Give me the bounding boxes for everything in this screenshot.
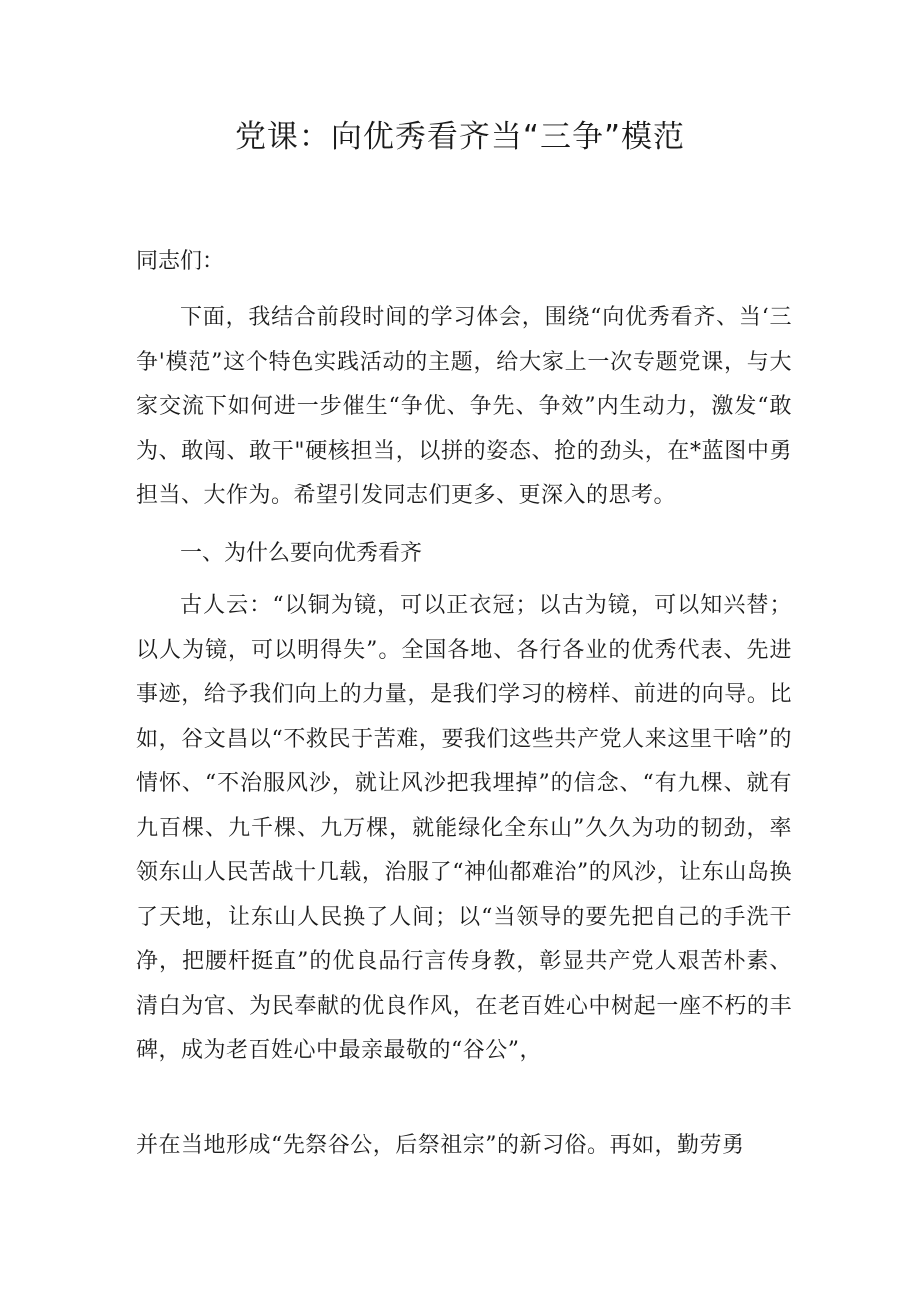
greeting: 同志们： [136,249,225,274]
intro-paragraph: 下面，我结合前段时间的学习体会，围绕“向优秀看齐、当‘三争'模范”这个特色实践活动的主题，给大家上一次专题党课，与大家交流下如何进一步催生“争优、争先、争效”内生动力，激发“敢为、敢闯、敢干"硬核担当，以拼的姿态、抢的劲头，在*蓝图中勇担当、大作为。希望引发同志们更多、更深入的思考。 [136,305,792,508]
body-paragraph: 古人云：“以铜为镜，可以正衣冠；以古为镜，可以知兴替；以人为镜，可以明得失”。全国各地、各行各业的优秀代表、先进事迹，给予我们向上的力量，是我们学习的榜样、前进的向导。比如，谷文昌以“不救民于苦难，要我们这些共产党人来这里干啥”的情怀、“不治服风沙，就让风沙把我埋掉”的信念、“有九棵、就有九百棵、九千棵、九万棵，就能绿化全东山”久久为功的韧劲，率领东山人民苦战十几载，治服了“神仙都难治”的风沙，让东山岛换了天地，让东山人民换了人间；以“当领导的要先把自己的手洗干净，把腰杆挺直”的优良品行言传身教，彰显共产党人艰苦朴素、清白为官、为民奉献的优良作风，在老百姓心中树起一座不朽的丰碑，成为老百姓心中最亲最敬的“谷公”， [136,593,792,1063]
continuation-paragraph: 并在当地形成“先祭谷公，后祭祖宗”的新习俗。再如，勤劳勇 [136,1133,745,1158]
document-title: 党课：向优秀看齐当“三争”模范 [234,119,686,155]
section-heading: 一、为什么要向优秀看齐 [180,541,423,566]
